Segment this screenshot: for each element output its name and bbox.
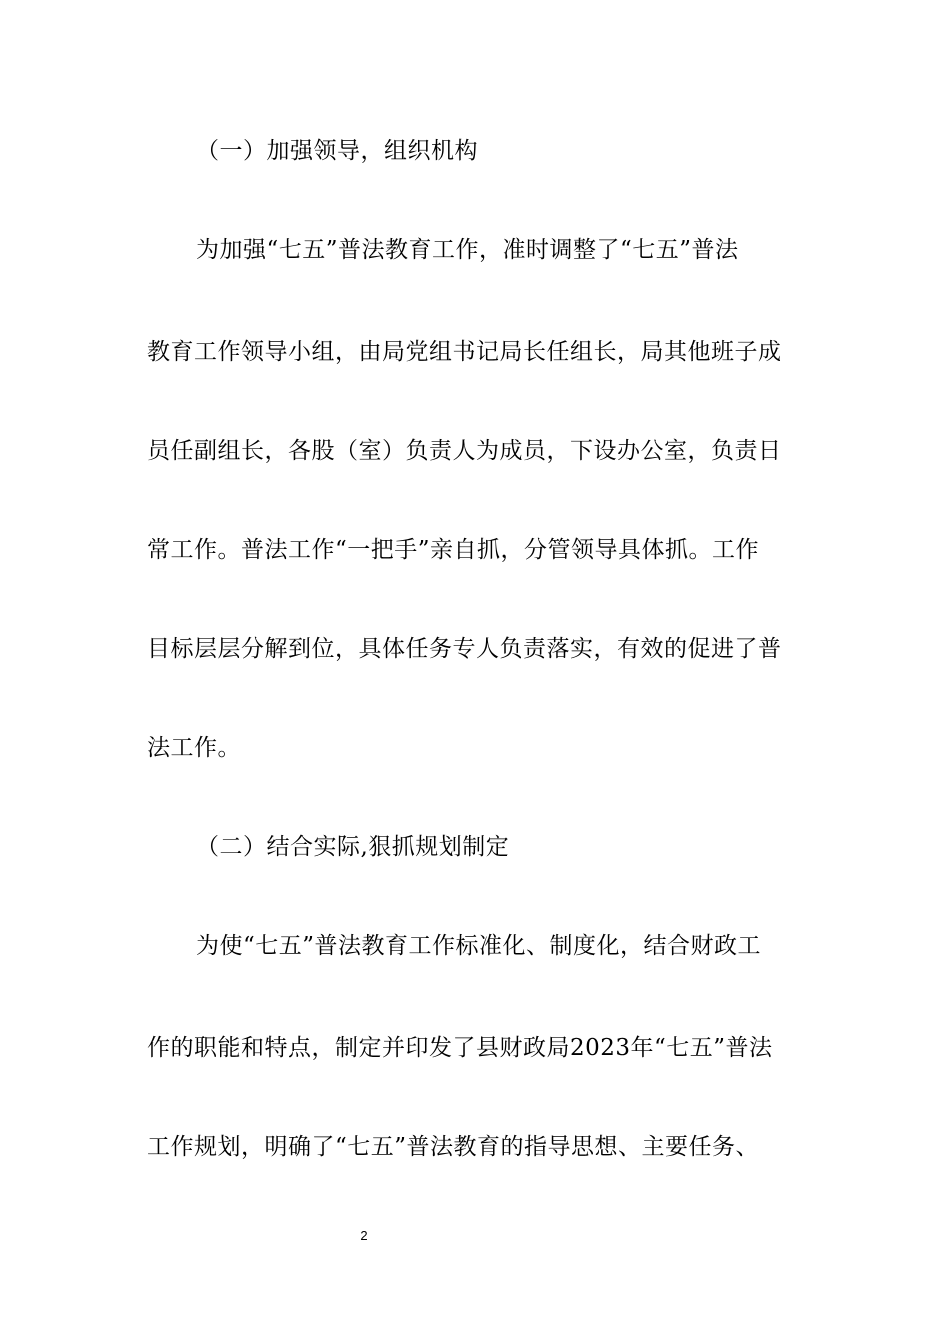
paragraph-line: 法工作。 [147, 735, 241, 761]
paragraph-line: 为使“七五”普法教育工作标准化、制度化，结合财政工 [196, 933, 762, 959]
paragraph-line: 目标层层分解到位，具体任务专人负责落实，有效的促进了普 [147, 636, 782, 662]
paragraph-line: 工作规划，明确了“七五”普法教育的指导思想、主要任务、 [147, 1134, 760, 1160]
paragraph-line: 教育工作领导小组，由局党组书记局长任组长，局其他班子成 [147, 339, 782, 365]
section-heading-1: （一）加强领导，组织机构 [196, 138, 478, 164]
paragraph-line: 为加强“七五”普法教育工作，准时调整了“七五”普法 [196, 237, 739, 263]
paragraph-line: 作的职能和特点，制定并印发了县财政局2023年“七五”普法 [147, 1035, 773, 1061]
paragraph-line: 员任副组长，各股（室）负责人为成员，下设办公室，负责日 [147, 438, 782, 464]
paragraph-line: 常工作。普法工作“一把手”亲自抓，分管领导具体抓。工作 [147, 537, 760, 563]
section-heading-2: （二）结合实际,狠抓规划制定 [196, 834, 510, 860]
page-number: 2 [360, 1228, 368, 1243]
